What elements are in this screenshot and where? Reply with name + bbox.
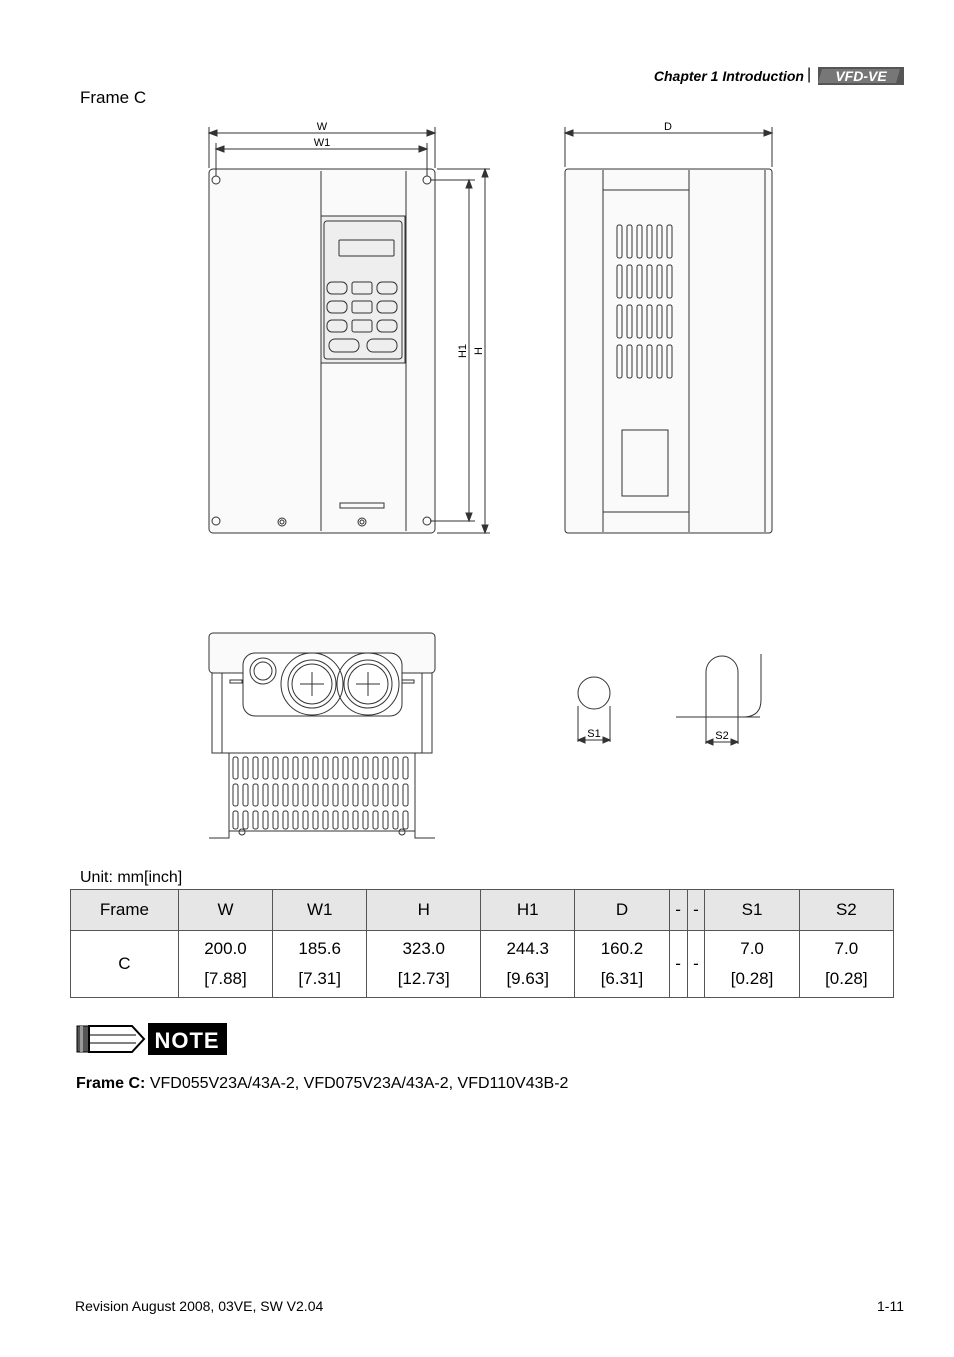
col-header-dash-1: - bbox=[669, 890, 687, 931]
col-header-frame: Frame bbox=[71, 890, 179, 931]
side-view bbox=[565, 127, 772, 533]
cell-w1 bbox=[273, 931, 367, 998]
dim-label-h: H bbox=[473, 347, 485, 355]
col-header-s2: S2 bbox=[799, 890, 893, 931]
cell-h-inch: [12.73] bbox=[397, 969, 450, 988]
cell-frame: C bbox=[71, 931, 179, 998]
note-frame-label: Frame C: bbox=[76, 1075, 146, 1092]
pencil-icon bbox=[77, 1026, 144, 1052]
cell-h-mm: 323.0 bbox=[402, 939, 445, 958]
col-header-s1: S1 bbox=[705, 890, 799, 931]
table-header-row bbox=[71, 890, 894, 931]
dim-label-d: D bbox=[664, 121, 672, 133]
dim-label-s1: S1 bbox=[587, 728, 601, 740]
header-separator: | bbox=[807, 66, 812, 83]
note-label: NOTE bbox=[154, 1028, 220, 1053]
chapter-header: Chapter 1 Introduction bbox=[653, 68, 804, 84]
cell-s1-mm: 7.0 bbox=[740, 939, 764, 958]
logo-text: VFD-VE bbox=[835, 68, 887, 84]
unit-label: Unit: mm[inch] bbox=[80, 869, 183, 886]
cell-dash-1: - bbox=[669, 931, 687, 998]
cell-h1-inch: [9.63] bbox=[506, 969, 549, 988]
footer-revision: Revision August 2008, 03VE, SW V2.04 bbox=[75, 1298, 324, 1314]
cell-dash-2: - bbox=[687, 931, 705, 998]
dimensions-table bbox=[70, 889, 894, 998]
dim-label-w: W bbox=[316, 121, 328, 133]
cell-d-mm: 160.2 bbox=[600, 939, 644, 958]
dim-label-s2: S2 bbox=[715, 730, 729, 742]
col-header-dash-2: - bbox=[687, 890, 705, 931]
cell-w1-inch: [7.31] bbox=[298, 969, 341, 988]
cell-w bbox=[178, 931, 272, 998]
cell-s2-inch: [0.28] bbox=[825, 969, 868, 988]
cell-w-mm: 200.0 bbox=[204, 939, 247, 958]
cell-w-inch: [7.88] bbox=[204, 969, 247, 988]
cell-d bbox=[575, 931, 669, 998]
note-models: VFD055V23A/43A-2, VFD075V23A/43A-2, VFD110V43B-2 bbox=[149, 1075, 569, 1092]
col-header-h1: H1 bbox=[481, 890, 575, 931]
bottom-vents bbox=[233, 757, 408, 829]
cell-s1 bbox=[705, 931, 799, 998]
frame-title: Frame C bbox=[80, 88, 147, 107]
cell-s1-inch: [0.28] bbox=[730, 969, 774, 988]
footer-page-number: 1-11 bbox=[877, 1298, 904, 1314]
dim-label-h1: H1 bbox=[457, 343, 469, 359]
col-header-w: W bbox=[178, 890, 272, 931]
col-header-w1: W1 bbox=[273, 890, 367, 931]
cell-h bbox=[367, 931, 481, 998]
cell-h1 bbox=[481, 931, 575, 998]
cell-d-inch: [6.31] bbox=[600, 969, 644, 988]
front-view bbox=[209, 127, 490, 533]
cell-s2 bbox=[799, 931, 893, 998]
note-badge bbox=[76, 1022, 228, 1056]
col-header-h: H bbox=[367, 890, 481, 931]
col-header-d: D bbox=[575, 890, 669, 931]
cell-w1-mm: 185.6 bbox=[298, 939, 341, 958]
cell-h1-mm: 244.3 bbox=[506, 939, 549, 958]
table-row bbox=[71, 931, 894, 998]
cell-s2-mm: 7.0 bbox=[834, 939, 859, 958]
bottom-view bbox=[209, 633, 435, 838]
note-text bbox=[76, 1075, 568, 1093]
dim-label-w1: W1 bbox=[313, 137, 331, 149]
